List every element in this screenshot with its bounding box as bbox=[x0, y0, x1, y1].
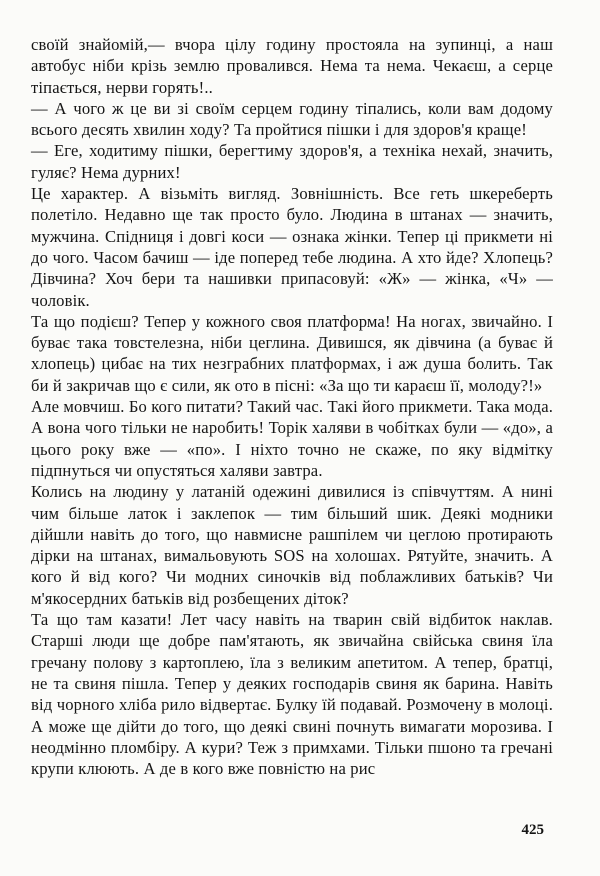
paragraph-6: Але мовчиш. Бо кого питати? Такий час. Такі його прикмети. Така мода. А вона чого тільки не наробить! Торік халяви в чобітках були — «до», а цього року вже — «по». І ніхто точно не скаже, по яку відмітку підпнуться чи опустяться халяви завтра. bbox=[31, 397, 554, 480]
body-text bbox=[31, 34, 553, 779]
paragraph-1: своїй знайомій,— вчора цілу годину простояла на зупинці, а наш автобус ніби крізь землю провалився. Нема та нема. Чекаєш, а серце тіпається, нерви горять!.. bbox=[31, 35, 553, 97]
paragraph-4: Це характер. А візьміть вигляд. Зовнішність. Все геть шкереберть полетіло. Недавно ще так просто було. Людина в штанах — значить, мужчина. Спідниця і довгі коси — ознака жінки. Тепер ці прикмети ні до чого. Часом бачиш — іде поперед тебе людина. А хто йде? Хлопець? Дівчина? Хоч бери та нашивки припасовуй: «Ж» — жінка, «Ч» — чоловік. bbox=[31, 184, 553, 310]
paragraph-3: — Еге, ходитиму пішки, берегтиму здоров'я, а техніка нехай, значить, гуляє? Нема дурних! bbox=[31, 141, 553, 182]
page-number: 425 bbox=[521, 822, 544, 838]
paragraph-5: Та що подієш? Тепер у кожного своя платформа! На ногах, звичайно. І буває така товстелезна, ніби цеглина. Дивишся, як дівчина (а буває й хлопець) цибає на тих незграбних платформах, і аж душа болить. Так би й закричав що є сили, як ото в пісні: «За що ти караєш її, молоду?!» bbox=[31, 311, 553, 395]
paragraph-8: Та що там казати! Лет часу навіть на тварин свій відбиток наклав. Старші люди ще добре пам'ятають, як звичайна свійська свиня їла гречану полову з картоплею, їла з великим апетитом. А тепер, братці, не та свиня пішла. Тепер у деяких господарів свиня як барина. Навіть від чорного хліба рило відвертає. Булку їй подавай. Розмочену в молоці. А може ще дійти до того, що деякі свині почнуть вимагати морозива. І неодмінно пломбіру. А кури? Теж з примхами. Тільки пшоно та гречані крупи клюють. А де в кого вже повністю на рис bbox=[31, 610, 553, 779]
paragraph-2: — А чого ж це ви зі своїм серцем годину тіпались, коли вам додому всього десять хвилин ходу? Та пройтися пішки і для здоров'я краще! bbox=[31, 98, 553, 140]
paragraph-7: Колись на людину у латаній одежині дивилися із співчуттям. А нині чим більше латок і заклепок — тим більший шик. Деякі модники дійшли навіть до того, що навмисне рашпілем чи цеглою протирають дірки на штанах, вимальовують SOS на холошах. Рятуйте, значить. А кого й від кого? Чи модних синочків від поблажливих батьків? Чи м'якосердних батьків від розбещених діток? bbox=[31, 482, 553, 608]
